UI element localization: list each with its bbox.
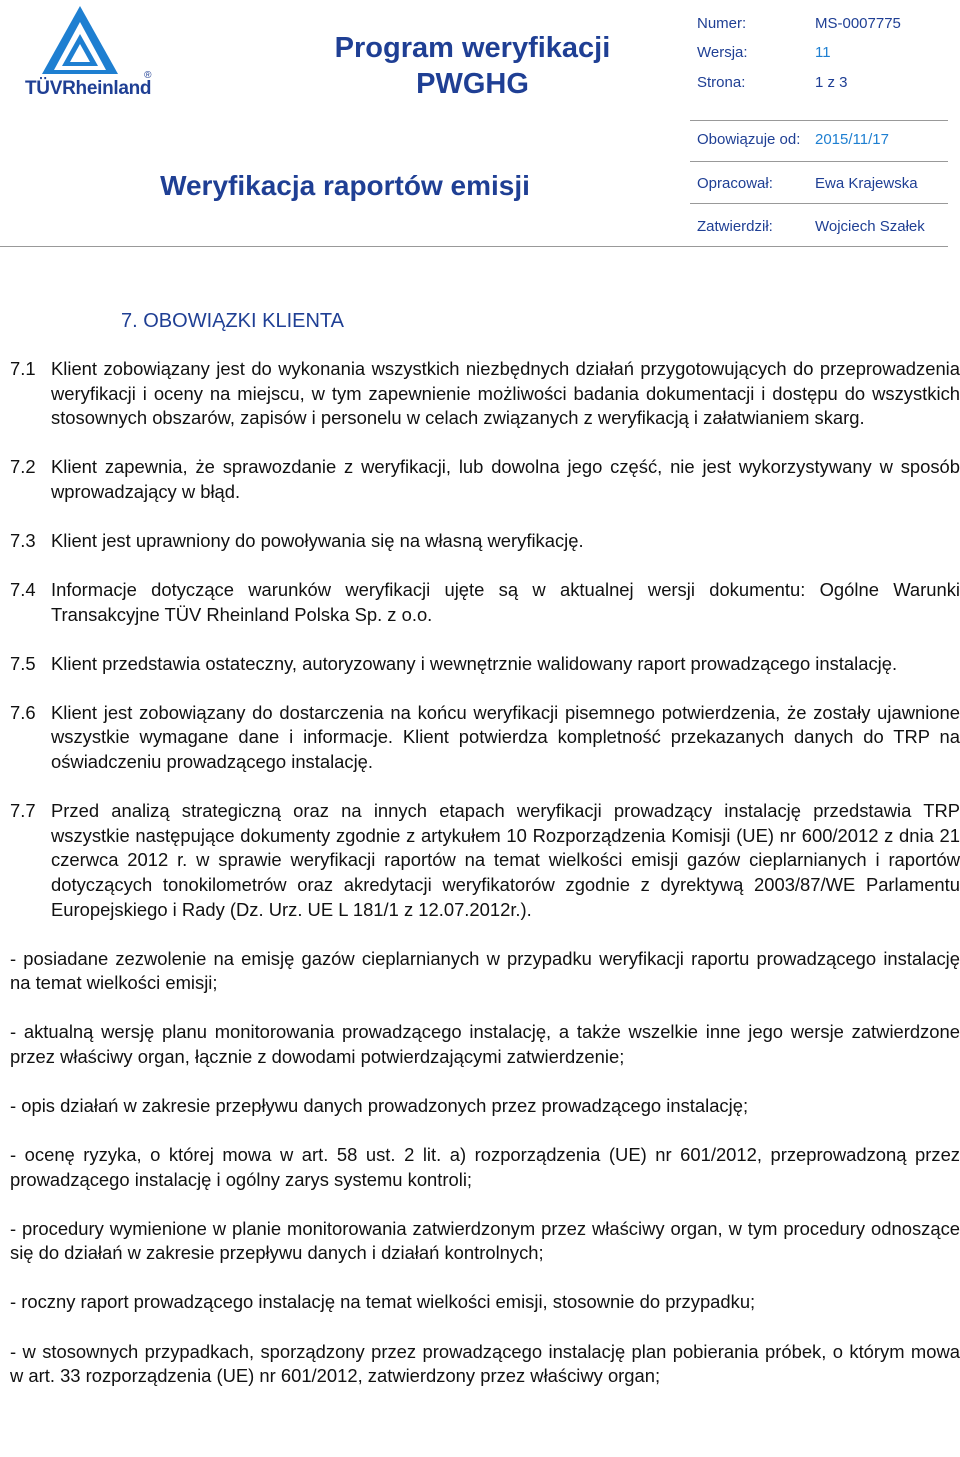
section-title: 7. OBOWIĄZKI KLIENTA (121, 310, 345, 332)
tuv-rheinland-logo (18, 4, 152, 108)
document-subtitle: Weryfikacja raportów emisji (160, 170, 530, 201)
document-header (0, 0, 960, 250)
divider (690, 203, 948, 204)
list-item: - procedury wymienione w planie monitorowania zatwierdzonym przez właściwy organ, w tym procedury odnoszące się do działań w zakresie przepływu danych i działań kontrolnych; (10, 1217, 960, 1264)
paragraph-7-2: 7.2 Klient zapewnia, że sprawozdanie z weryfikacji, lub dowolna jego część, nie jest wykorzystywany w sposób wprowadzający w błąd. (10, 456, 960, 502)
list-item: - aktualną wersję planu monitorowania prowadzącego instalację, a także wszelkie inne jego wersje zatwierdzone przez właściwy organ, łącznie z dowodami potwierdzającymi zatwierdzenie; (10, 1021, 960, 1067)
paragraph-7-6: 7.6 Klient jest zobowiązany do dostarczenia na końcu weryfikacji pisemnego potwierdzenia, że zostały ujawnione wszystkie wymagane dane i informacje. Klient potwierdza kompletność przekazanych danych do TRP na oświadczeniu prowadzącego instalację. (10, 701, 960, 773)
opracowal-label: Opracował: (697, 175, 773, 192)
paragraph-7-3: 7.3 Klient jest uprawniony do powoływania się na własną weryfikację. (10, 529, 584, 551)
list-item: - w stosownych przypadkach, sporządzony przez prowadzącego instalację plan pobierania próbek, o którym mowa w art. 33 rozporządzenia (UE) nr 601/2012, zatwierdzony przez właściwy organ; (10, 1340, 960, 1387)
list-item: - roczny raport prowadzącego instalację na temat wielkości emisji, stosownie do przypadku; (10, 1291, 756, 1313)
obowiazuje-value: 2015/11/17 (815, 131, 889, 148)
document-body (10, 357, 960, 1389)
paragraph-7-1: 7.1 Klient zobowiązany jest do wykonania wszystkich niezbędnych działań przygotowujących do przeprowadzenia weryfikacji i oceny na miejscu, w tym zapewnienie możliwości badania dokumentacji i dostępu do wszystkich stosownych obszarów, zapisów i personelu w celach związanych z weryfikacją i załatwianiem skarg. (10, 358, 960, 429)
list-item: - posiadane zezwolenie na emisję gazów cieplarnianych w przypadku weryfikacji raportu prowadzącego instalację na temat wielkości emisji; (10, 947, 960, 994)
zatwierdzil-label: Zatwierdził: (697, 218, 773, 235)
divider (690, 161, 948, 162)
title-line-1: Program weryfikacji (334, 32, 611, 64)
list-item: - opis działań w zakresie przepływu danych prowadzonych przez prowadzącego instalację; (10, 1094, 749, 1116)
obowiazuje-label: Obowiązuje od: (697, 131, 801, 148)
list-item: - ocenę ryzyka, o której mowa w art. 58 ust. 2 lit. a) rozporządzenia (UE) nr 601/2012, przeprowadzoną przez prowadzącego instalację i ogólny zarys systemu kontroli; (10, 1144, 960, 1190)
opracowal-value: Ewa Krajewska (815, 175, 918, 192)
paragraph-7-4: 7.4 Informacje dotyczące warunków weryfikacji ujęte są w aktualnej wersji dokumentu: Ogólne Warunki Transakcyjne TÜV Rheinland Polska Sp. z o.o. (10, 579, 960, 625)
wersja-value: 11 (815, 44, 831, 61)
divider (690, 120, 948, 121)
header-bottom-rule (0, 246, 948, 247)
wersja-label: Wersja: (697, 44, 748, 61)
numer-label: Numer: (697, 15, 747, 32)
logo-text: TÜVRheinland ® (25, 70, 152, 99)
numer-value: MS-0007775 (815, 15, 901, 32)
strona-value: 1 z 3 (815, 74, 848, 91)
title-line-2: PWGHG (416, 68, 529, 100)
triangle-logo-icon (18, 4, 148, 76)
zatwierdzil-value: Wojciech Szałek (815, 218, 925, 235)
paragraph-7-5: 7.5 Klient przedstawia ostateczny, autoryzowany i wewnętrznie walidowany raport prowadzącego instalację. (10, 652, 898, 674)
strona-label: Strona: (697, 74, 746, 91)
paragraph-7-7: 7.7 Przed analizą strategiczną oraz na innych etapach weryfikacji prowadzący instalację przedstawia TRP wszystkie następujące dokumenty zgodnie z artykułem 10 Rozporządzenia Komisji (UE) nr 600/2012 z dnia 21 czerwca 2012 r. w sprawie weryfikacji raportów na temat wielkości emisji gazów cieplarnianych i raportów dotyczących tonokilometrów oraz akredytacji weryfikatorów zgodnie z dyrektywą 2003/87/WE Parlamentu Europejskiego i Rady (Dz. Urz. UE L 181/1 z 12.07.2012r.). (10, 800, 960, 920)
document-title (300, 30, 645, 102)
